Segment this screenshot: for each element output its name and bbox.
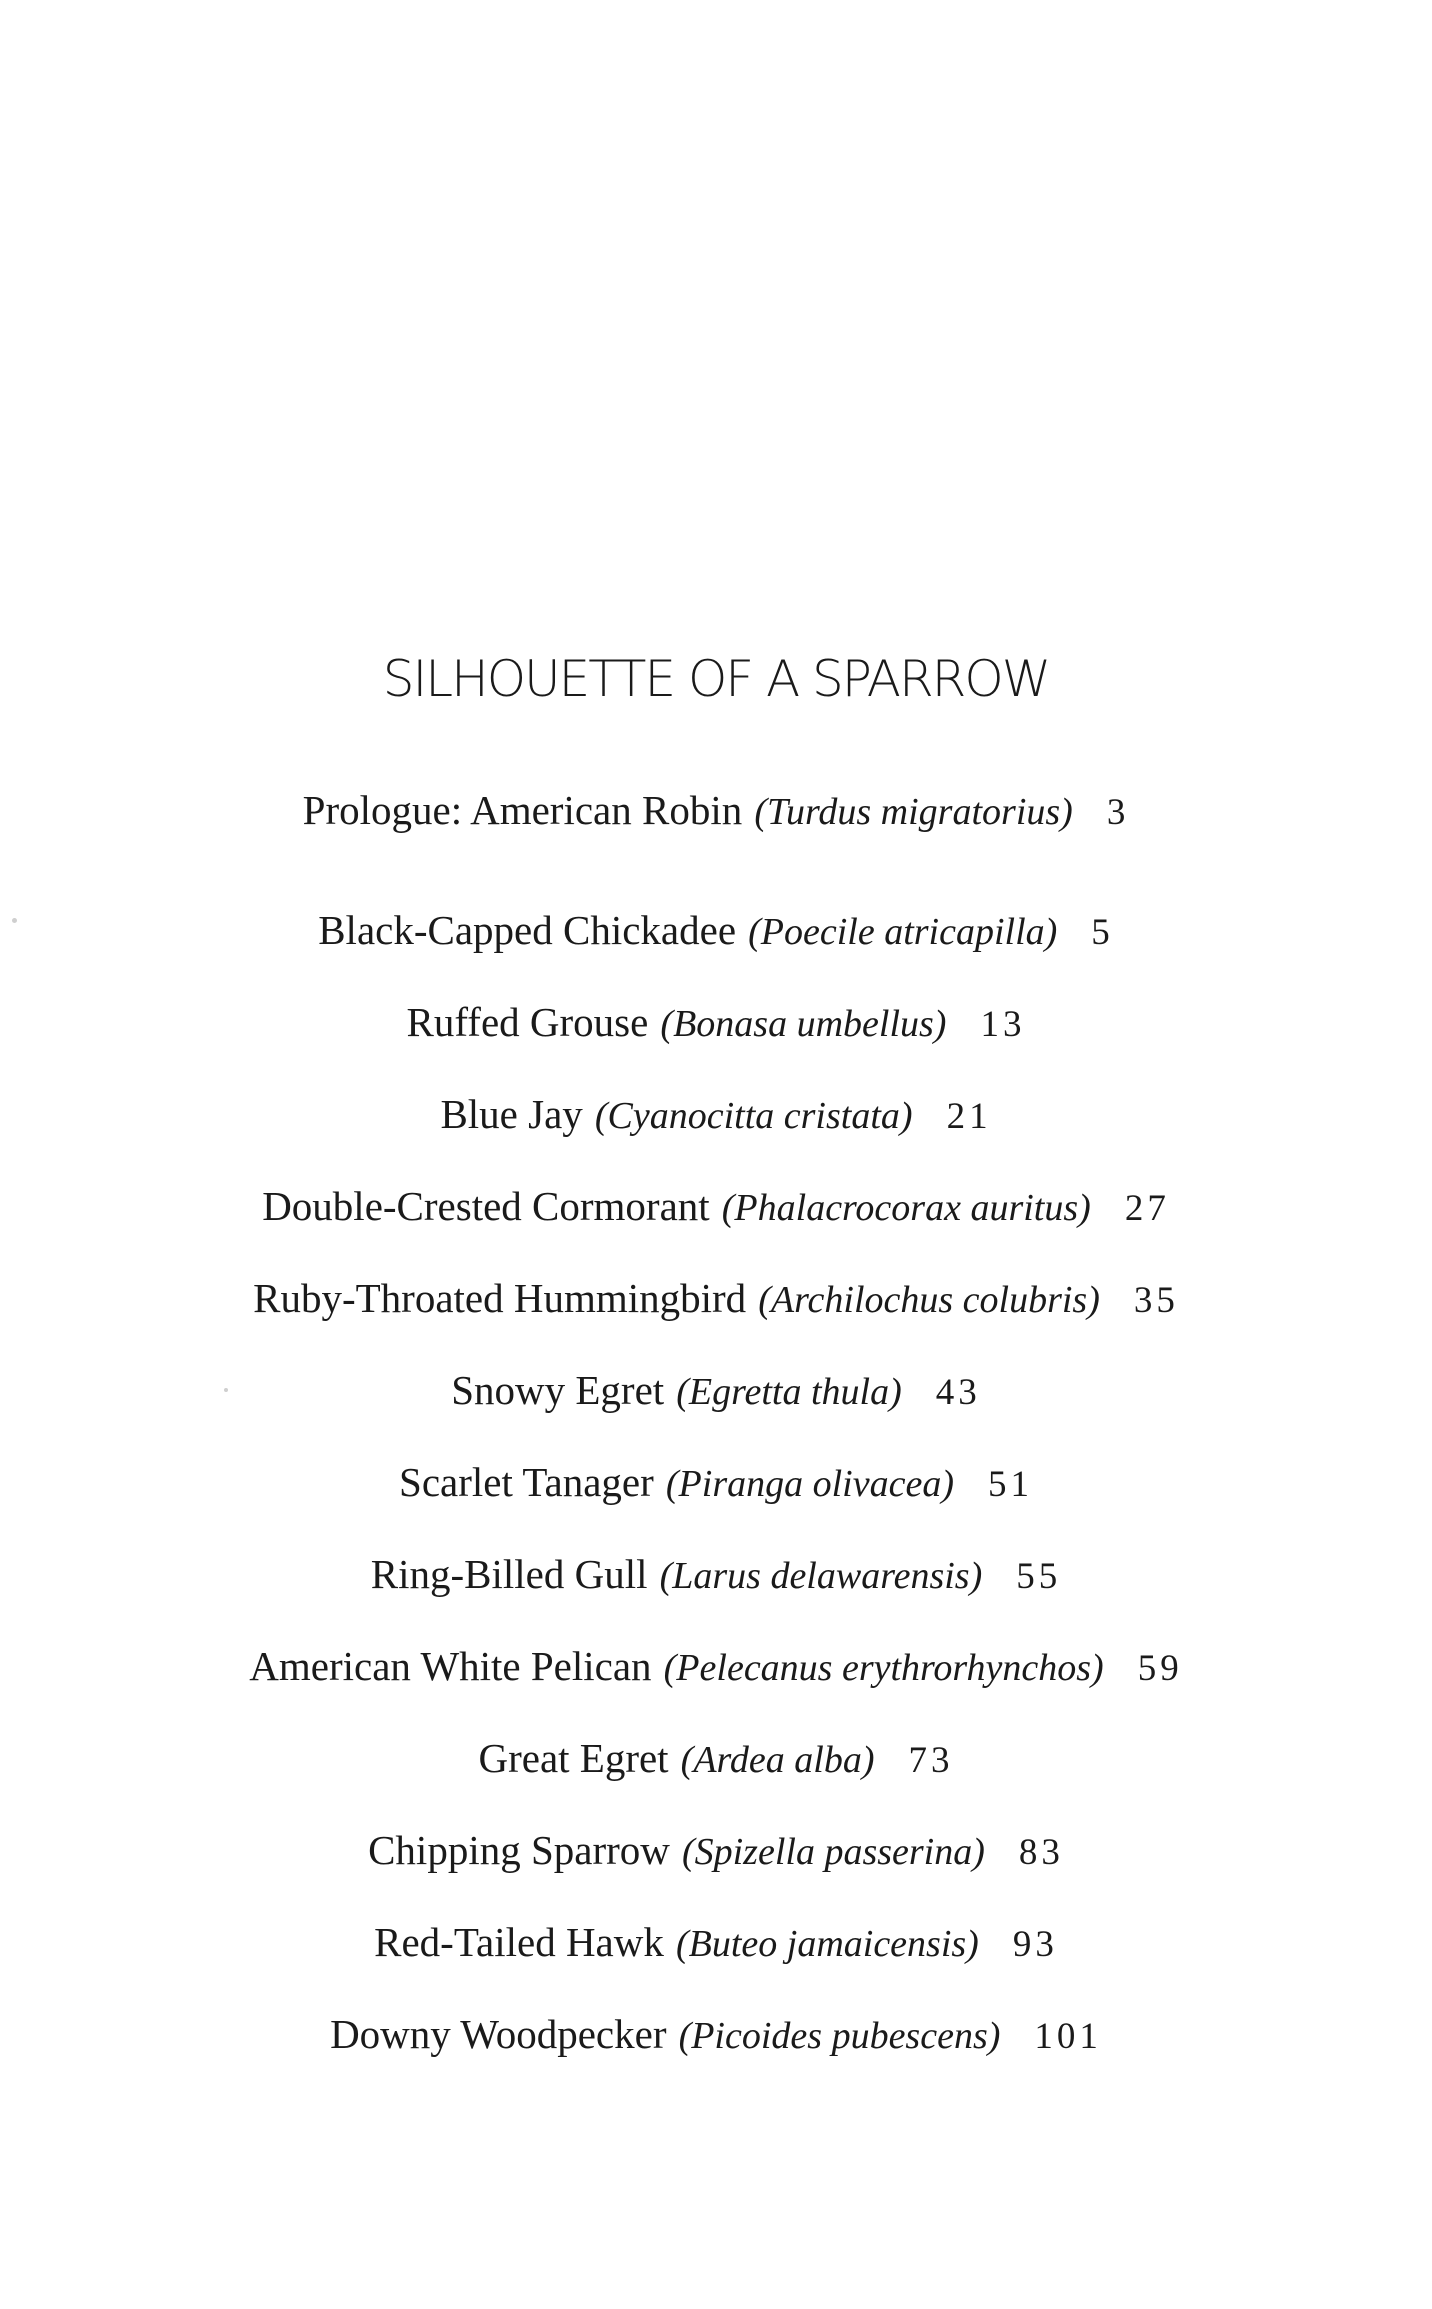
page-number: 93 <box>1012 1924 1058 1965</box>
scientific-name: (Larus delawarensis) <box>659 1555 983 1597</box>
table-of-contents <box>0 780 1432 2096</box>
page-number: 3 <box>1106 792 1130 833</box>
common-name: Red-Tailed Hawk <box>374 1919 664 1965</box>
toc-entry[interactable] <box>0 1360 1432 1452</box>
scientific-name: (Phalacrocorax auritus) <box>721 1187 1091 1229</box>
scientific-name: (Cyanocitta cristata) <box>594 1095 913 1137</box>
toc-entry[interactable] <box>0 2004 1432 2096</box>
toc-entry[interactable] <box>0 1728 1432 1820</box>
common-name: Blue Jay <box>440 1091 583 1137</box>
page-number: 21 <box>946 1096 992 1137</box>
scientific-name: (Bonasa umbellus) <box>660 1003 947 1045</box>
toc-entry[interactable] <box>0 900 1432 992</box>
page-number: 43 <box>935 1372 981 1413</box>
scientific-name: (Pelecanus erythrorhynchos) <box>663 1647 1104 1689</box>
common-name: Prologue: American Robin <box>302 787 743 833</box>
common-name: Black-Capped Chickadee <box>318 907 737 953</box>
toc-entry[interactable] <box>0 1912 1432 2004</box>
common-name: Snowy Egret <box>451 1367 665 1413</box>
common-name: Scarlet Tanager <box>399 1459 654 1505</box>
common-name: American White Pelican <box>249 1643 652 1689</box>
page-number: 101 <box>1034 2016 1102 2057</box>
common-name: Great Egret <box>478 1735 669 1781</box>
scientific-name: (Ardea alba) <box>680 1739 875 1781</box>
page-number: 35 <box>1133 1280 1179 1321</box>
page-number: 27 <box>1124 1188 1170 1229</box>
toc-entry[interactable] <box>0 1452 1432 1544</box>
scientific-name: (Buteo jamaicensis) <box>675 1923 979 1965</box>
common-name: Ring-Billed Gull <box>370 1551 648 1597</box>
page-number: 73 <box>908 1740 954 1781</box>
page-number: 59 <box>1137 1648 1183 1689</box>
toc-entry[interactable] <box>0 1636 1432 1728</box>
page-number: 83 <box>1018 1832 1064 1873</box>
toc-entry[interactable] <box>0 1544 1432 1636</box>
toc-entry[interactable] <box>0 1084 1432 1176</box>
common-name: Chipping Sparrow <box>368 1827 670 1873</box>
toc-entry[interactable] <box>0 992 1432 1084</box>
scientific-name: (Poecile atricapilla) <box>748 911 1058 953</box>
scientific-name: (Turdus migratorius) <box>754 791 1073 833</box>
page-title: SILHOUETTE OF A SPARROW <box>382 650 1050 708</box>
scientific-name: (Spizella passerina) <box>681 1831 985 1873</box>
scientific-name: (Archilochus colubris) <box>758 1279 1100 1321</box>
toc-entry[interactable] <box>0 1820 1432 1912</box>
scientific-name: (Piranga olivacea) <box>665 1463 954 1505</box>
toc-entry[interactable] <box>0 1268 1432 1360</box>
common-name: Ruffed Grouse <box>406 999 649 1045</box>
page-number: 13 <box>980 1004 1026 1045</box>
scientific-name: (Egretta thula) <box>676 1371 902 1413</box>
common-name: Downy Woodpecker <box>330 2011 667 2057</box>
scientific-name: (Picoides pubescens) <box>678 2015 1001 2057</box>
toc-entry[interactable] <box>0 1176 1432 1268</box>
page-number: 51 <box>987 1464 1033 1505</box>
page-number: 5 <box>1091 912 1114 953</box>
common-name: Ruby-Throated Hummingbird <box>253 1275 747 1321</box>
toc-entry[interactable] <box>0 780 1432 900</box>
common-name: Double-Crested Cormorant <box>262 1183 710 1229</box>
page-number: 55 <box>1016 1556 1062 1597</box>
